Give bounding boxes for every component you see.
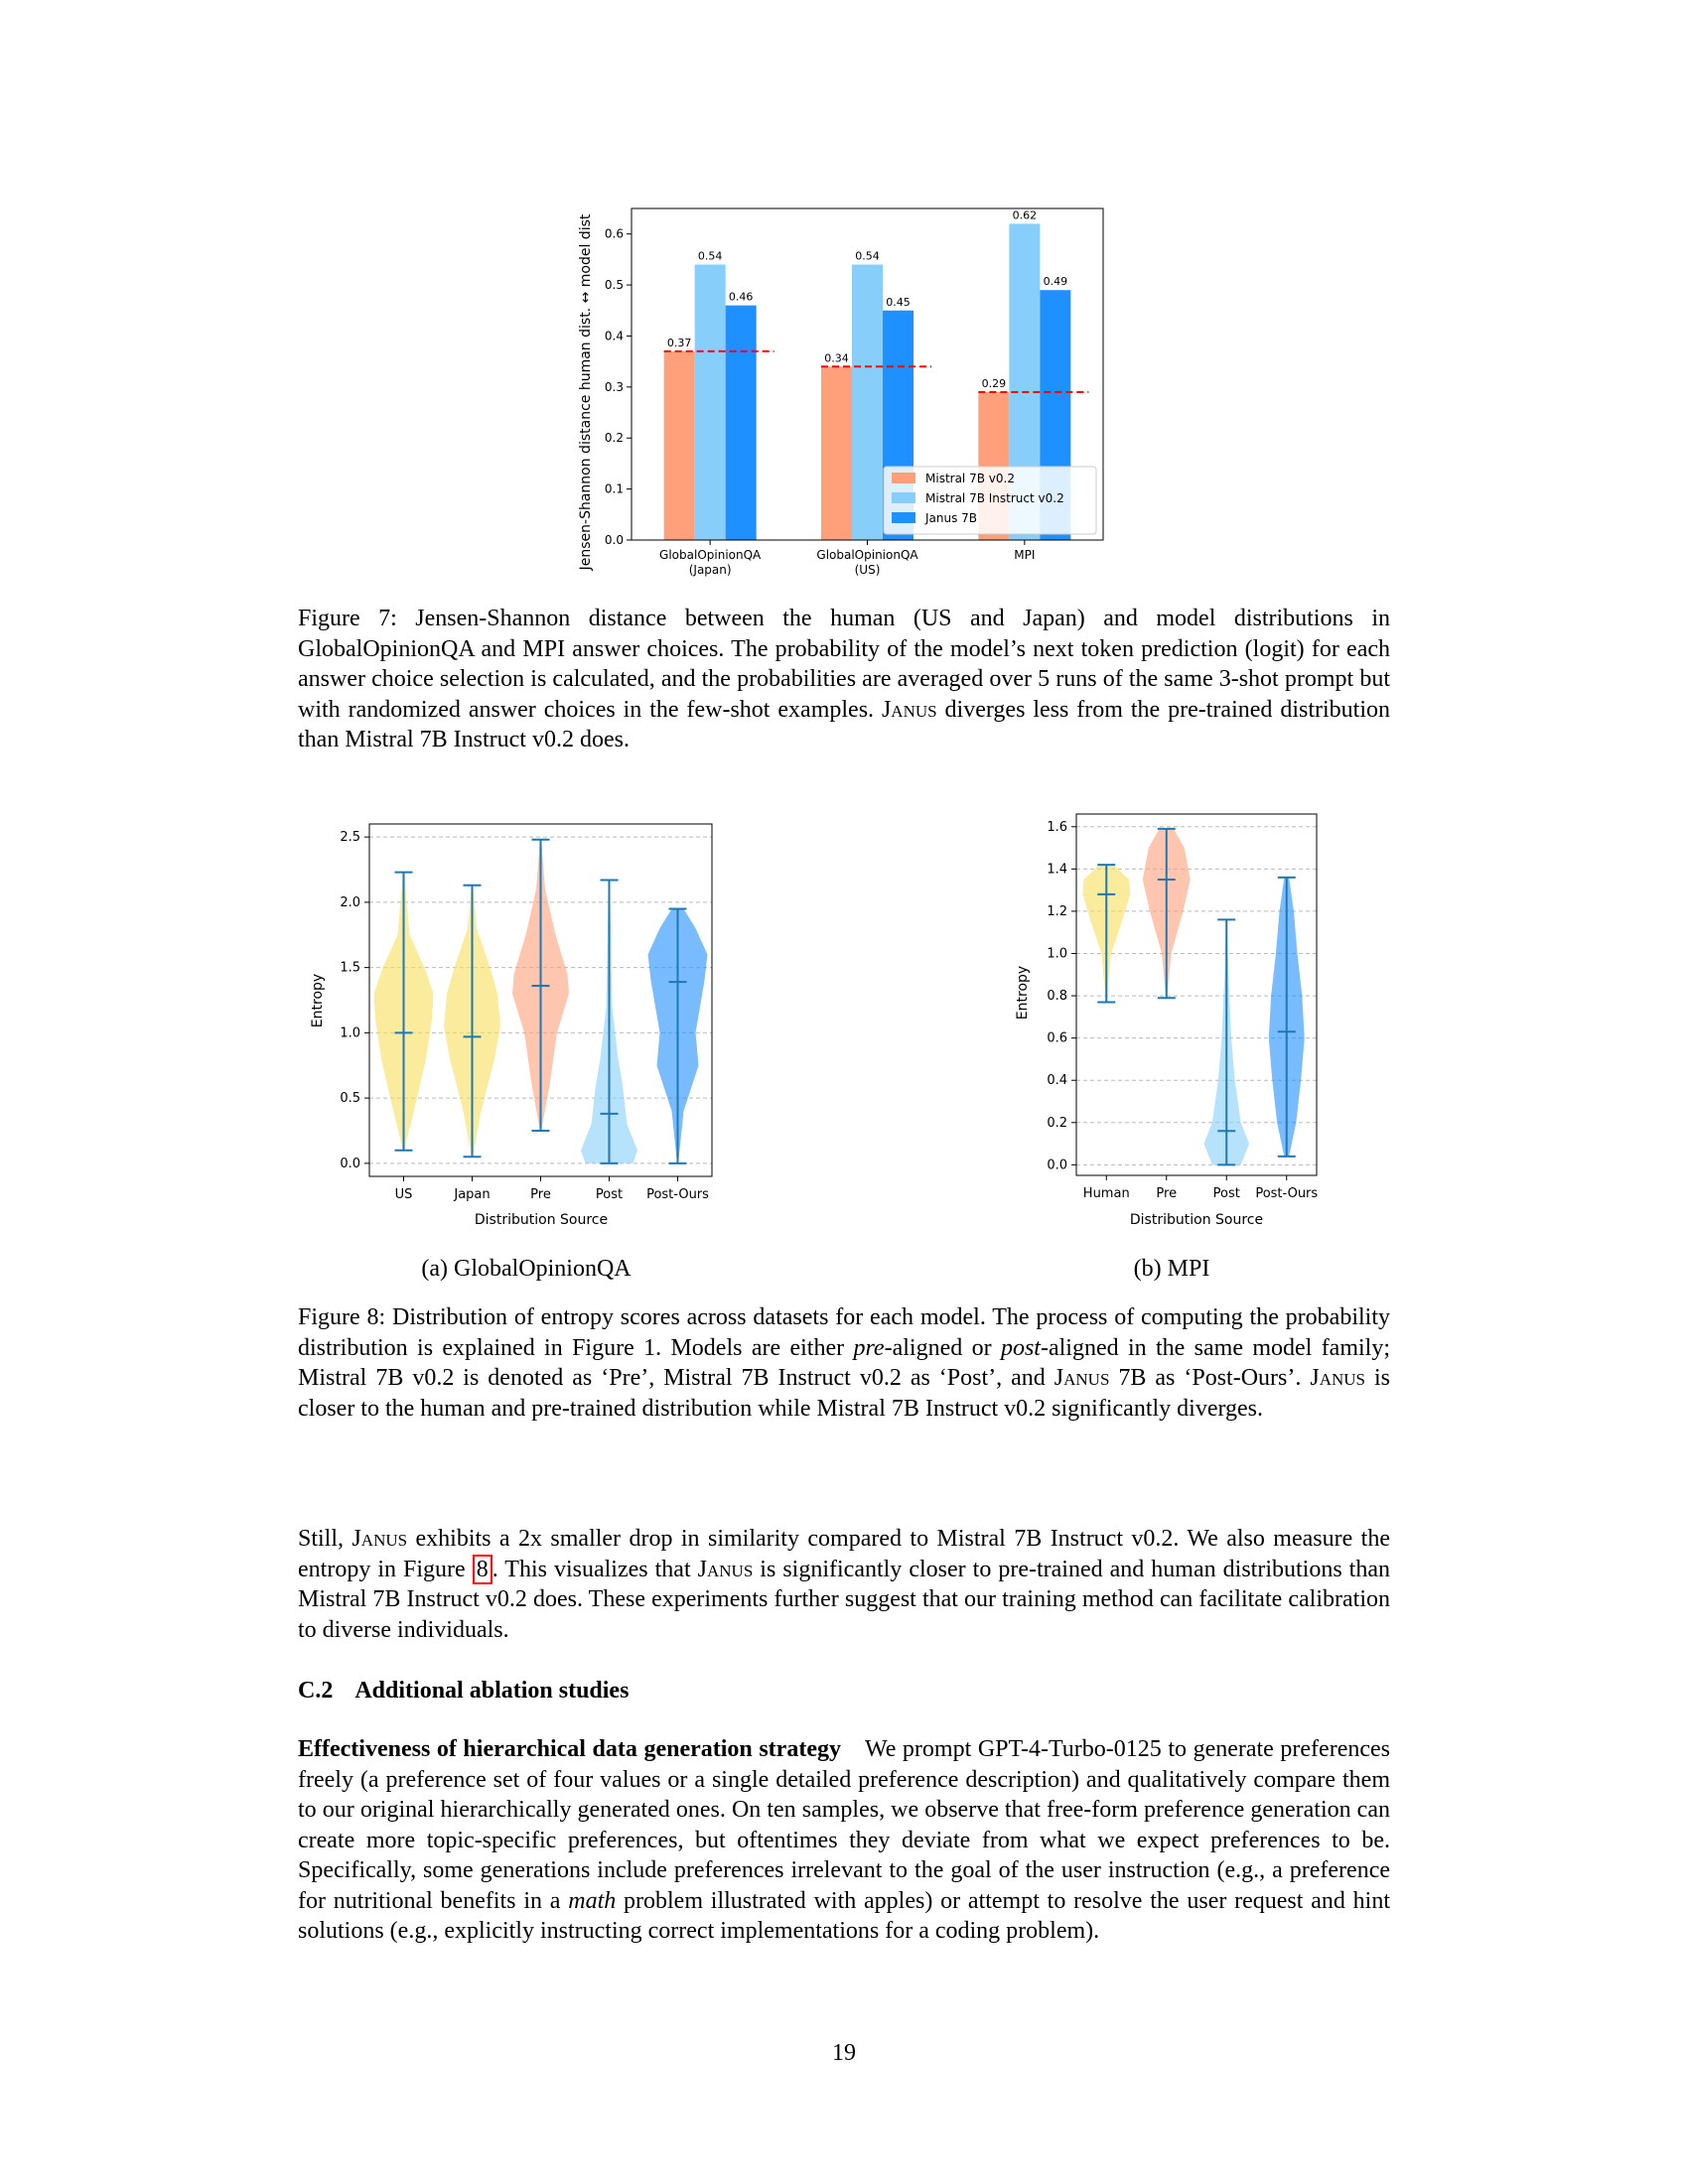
y-tick-label: 0.5 (604, 278, 624, 293)
bar-value-label: 0.34 (824, 351, 849, 365)
bar (821, 366, 852, 540)
y-axis-label: Jensen-Shannon distance human dist. ↔ model dist (578, 213, 594, 571)
bar-value-label: 0.46 (728, 290, 754, 304)
figure-8b-violin-plot (1003, 804, 1331, 1231)
body-paragraph-1: Still, Janus exhibits a 2x smaller drop in similarity compared to Mistral 7B Instruct v0.2. We also measure the entropy in Figure 8 . This visualizes that Janus is significantly closer to pre-trained and human distributions than Mistral 7B Instruct v0.2 does. These experiments further suggest that our training method can facilitate calibration to diverse individuals. (298, 1526, 1390, 1643)
x-tick-label: Post (595, 1187, 624, 1202)
x-tick-label: (US) (854, 563, 881, 577)
y-tick-label: 2.0 (340, 894, 360, 910)
y-tick-label: 0.4 (604, 329, 624, 343)
y-axis-label: Entropy (310, 973, 326, 1028)
y-tick-label: 0.5 (340, 1091, 360, 1107)
figure-7-caption: Figure 7: Jensen-Shannon distance between the human (US and Japan) and model distributions in GlobalOpinionQA and MPI answer choices. The probability of the model’s next token prediction (logit) for each answer choice selection is calculated, and the probabilities are averaged over 5 runs of the same 3-shot prompt but with randomized answer choices in the few-shot examples. Janus diverges less from the pre-trained distribution than Mistral 7B Instruct v0.2 does. (298, 606, 1390, 752)
figure-7-bar-chart (556, 194, 1112, 591)
page-number: 19 (832, 2040, 856, 2066)
figure-reference-link[interactable]: 8 (473, 1555, 492, 1584)
x-tick-label: Pre (530, 1187, 551, 1202)
y-tick-label: 0.8 (1047, 989, 1067, 1005)
bar-value-label: 0.54 (855, 249, 880, 263)
y-tick-label: 0.2 (1047, 1115, 1067, 1131)
figure-8a-violin-plot (298, 812, 725, 1229)
bar-value-label: 0.29 (981, 376, 1007, 390)
x-tick-label: Human (1082, 1186, 1130, 1201)
x-tick-label: Post-Ours (1255, 1186, 1319, 1201)
section-heading: C.2 Additional ablation studies (298, 1678, 630, 1704)
y-axis-label: Entropy (1015, 965, 1031, 1021)
y-tick-label: 1.0 (1047, 946, 1067, 962)
y-tick-label: 0.0 (604, 533, 624, 547)
y-tick-label: 0.0 (1047, 1158, 1067, 1173)
x-axis-label: Distribution Source (474, 1212, 609, 1228)
legend-swatch (892, 473, 915, 483)
subcaption-a: (a) GlobalOpinionQA (421, 1256, 632, 1282)
figure-8-caption: Figure 8: Distribution of entropy scores across datasets for each model. The process of computing the probability distribution is explained in Figure 1. Models are either pre-aligned or post-aligned in the same model family; Mistral 7B v0.2 is denoted as ‘Pre’, Mistral 7B Instruct v0.2 as ‘Post’, and Janus 7B as ‘Post-Ours’. Janus is closer to the human and pre-trained distribution while Mistral 7B Instruct v0.2 significantly diverges. (298, 1304, 1391, 1422)
bar-value-label: 0.45 (886, 295, 911, 309)
x-tick-label: US (394, 1187, 413, 1202)
bar-value-label: 0.62 (1012, 208, 1038, 222)
bar (726, 306, 757, 540)
y-tick-label: 0.0 (340, 1156, 360, 1171)
x-tick-label: (Japan) (688, 563, 732, 577)
y-tick-label: 1.0 (340, 1025, 360, 1041)
x-tick-label: Post (1212, 1186, 1240, 1201)
x-tick-label: MPI (1014, 548, 1036, 562)
y-tick-label: 0.3 (604, 379, 624, 394)
x-axis-label: Distribution Source (1129, 1212, 1264, 1228)
bar (695, 265, 726, 540)
legend-swatch (892, 512, 915, 523)
body-paragraph-2: Effectiveness of hierarchical data generation strategy We prompt GPT-4-Turbo-0125 to generate preferences freely (a preference set of four values or a single detailed preference description) and qualitatively compare them to our original hierarchically generated ones. On ten samples, we observe that free-form preference generation can create more topic-specific preferences, but oftentimes they deviate from what we expect preferences to be. Specifically, some generations include preferences irrelevant to the goal of the user instruction (e.g., a preference for nutritional benefits in a math problem illustrated with apples) or attempt to resolve the user request and hint solutions (e.g., explicitly instructing correct implementations for a coding problem). (298, 1736, 1391, 1944)
y-tick-label: 1.2 (1047, 903, 1067, 919)
x-tick-label: Pre (1156, 1186, 1178, 1201)
y-tick-label: 1.6 (1047, 819, 1067, 835)
y-tick-label: 2.5 (340, 830, 360, 846)
bar-value-label: 0.49 (1043, 275, 1068, 289)
y-tick-label: 1.5 (340, 960, 360, 976)
legend-entry: Mistral 7B v0.2 (925, 472, 1015, 485)
y-tick-label: 0.4 (1047, 1073, 1067, 1089)
bar-value-label: 0.54 (697, 249, 723, 263)
legend-swatch (892, 492, 915, 503)
x-tick-label: Japan (454, 1187, 491, 1202)
y-tick-label: 0.6 (1047, 1030, 1067, 1046)
subcaption-b: (b) MPI (1133, 1256, 1210, 1282)
y-tick-label: 1.4 (1047, 862, 1067, 878)
x-tick-label: Post-Ours (646, 1187, 709, 1202)
legend-entry: Mistral 7B Instruct v0.2 (925, 491, 1064, 505)
bar (852, 265, 883, 540)
bar (664, 351, 695, 540)
legend-entry: Janus 7B (925, 511, 978, 525)
janus-name: Janus (881, 696, 937, 723)
bar-value-label: 0.37 (666, 336, 692, 349)
x-tick-label: GlobalOpinionQA (659, 548, 762, 562)
chart-legend (884, 467, 1096, 534)
x-tick-label: GlobalOpinionQA (816, 548, 918, 562)
y-tick-label: 0.6 (604, 226, 624, 241)
y-tick-label: 0.2 (604, 431, 624, 446)
y-tick-label: 0.1 (604, 481, 624, 496)
